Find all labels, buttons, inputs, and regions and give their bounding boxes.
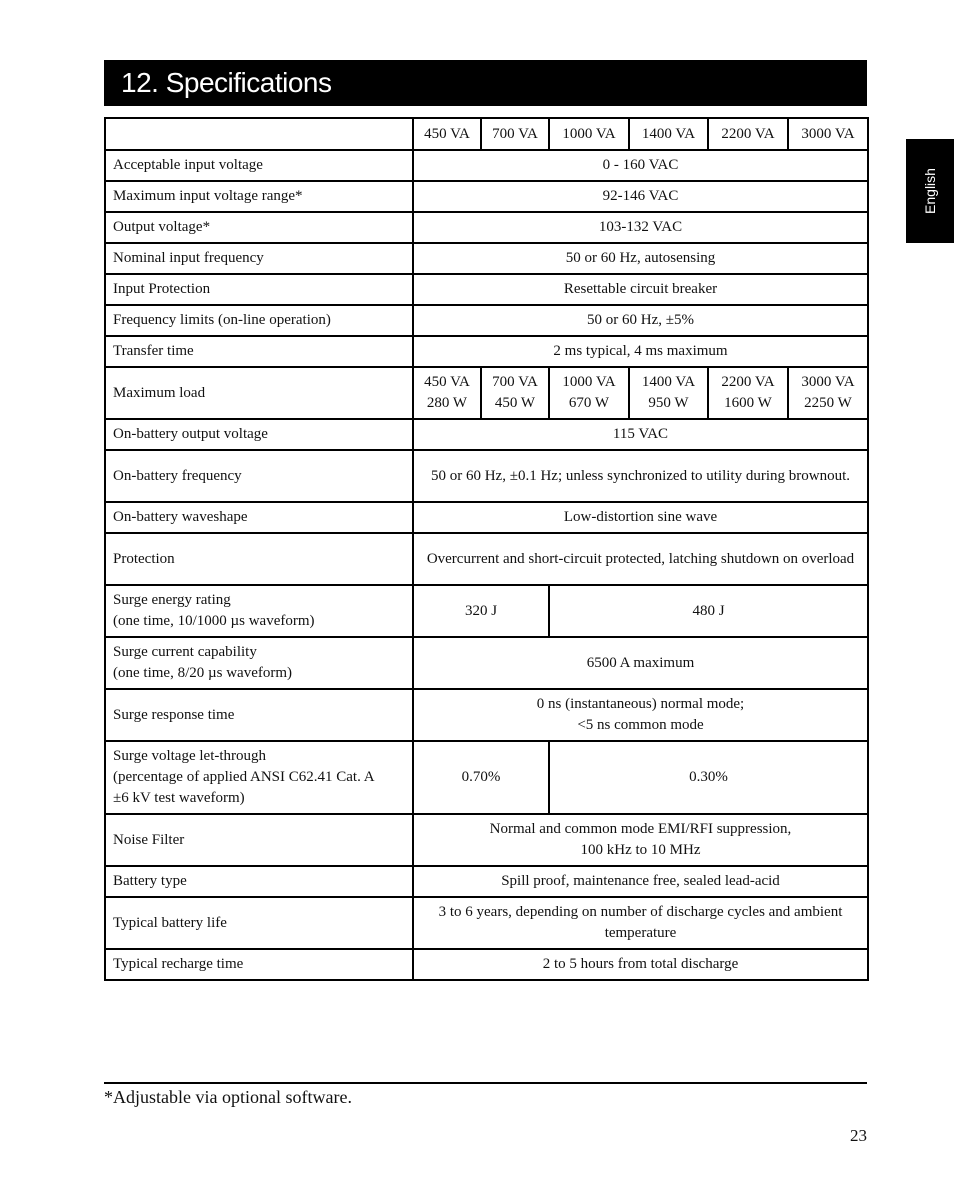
table-row [105,450,868,502]
spec-label: Noise Filter [105,814,413,866]
section-title-bar [104,60,867,106]
spec-label: Output voltage* [105,212,413,243]
spec-value: 115 VAC [413,419,868,450]
spec-value: 2 ms typical, 4 ms maximum [413,336,868,367]
table-row [105,502,868,533]
spec-label [105,585,413,637]
table-row [105,814,868,866]
spec-label: Battery type [105,866,413,897]
table-row [105,949,868,980]
spec-value-line: 0 ns (instantaneous) normal mode; [536,696,745,712]
table-header-row [105,118,868,150]
spec-value: 0 - 160 VAC [413,150,868,181]
spec-value: 103-132 VAC [413,212,868,243]
language-tab-label: English [921,168,938,214]
spec-label-line: (one time, 10/1000 µs waveform) [113,613,315,629]
table-row [105,305,868,336]
spec-value: 480 J [549,585,868,637]
spec-label: On-battery waveshape [105,502,413,533]
spec-label: Surge response time [105,689,413,741]
spec-value: 6500 A maximum [413,637,868,689]
language-tab [906,139,954,243]
spec-value: 2 to 5 hours from total discharge [413,949,868,980]
load-va: 450 VA [424,374,470,390]
load-cell [788,367,868,419]
load-va: 1000 VA [562,374,616,390]
model-header: 1000 VA [549,118,629,150]
model-header: 3000 VA [788,118,868,150]
spec-label: Maximum load [105,367,413,419]
spec-value: Low-distortion sine wave [413,502,868,533]
spec-label-line: Surge energy rating [113,592,231,608]
spec-value [413,689,868,741]
load-va: 1400 VA [641,374,696,390]
spec-value-line: <5 ns common mode [577,717,704,733]
section-title: 12. Specifications [121,67,332,98]
load-cell [629,367,708,419]
load-va: 700 VA [492,374,538,390]
table-row [105,212,868,243]
table-row [105,150,868,181]
load-watts: 2250 W [804,395,852,411]
spec-value: Spill proof, maintenance free, sealed lead-acid [413,866,868,897]
table-row [105,866,868,897]
table-row [105,419,868,450]
spec-label: Frequency limits (on-line operation) [105,305,413,336]
spec-value: 50 or 60 Hz, ±5% [413,305,868,336]
spec-value: Resettable circuit breaker [413,274,868,305]
table-row [105,274,868,305]
load-cell [708,367,788,419]
spec-value-line: 100 kHz to 10 MHz [580,842,701,858]
spec-label: Protection [105,533,413,585]
spec-label [105,637,413,689]
spec-label-line: (one time, 8/20 µs waveform) [113,665,293,681]
spec-value: 92-146 VAC [413,181,868,212]
load-cell [549,367,629,419]
spec-label: Typical recharge time [105,949,413,980]
load-cell [481,367,549,419]
footnote: *Adjustable via optional software. [104,1087,352,1107]
spec-label: On-battery output voltage [105,419,413,450]
table-row-maximum-load [105,367,868,419]
spec-label-line: (percentage of applied ANSI C62.41 Cat. A [113,769,375,785]
spec-value: Overcurrent and short-circuit protected, latching shutdown on overload [413,533,868,585]
load-watts: 450 W [494,395,536,411]
load-watts: 950 W [648,395,689,411]
table-row [105,533,868,585]
spec-label: Transfer time [105,336,413,367]
table-row [105,336,868,367]
spec-value: 3 to 6 years, depending on number of discharge cycles and ambient temperature [413,897,868,949]
header-blank-cell [105,118,413,150]
model-header: 450 VA [413,118,481,150]
table-row [105,181,868,212]
spec-label: Maximum input voltage range* [105,181,413,212]
model-header: 2200 VA [708,118,788,150]
spec-value: 0.30% [549,741,868,814]
spec-value-line: Normal and common mode EMI/RFI suppression, [489,821,792,837]
spec-value: 320 J [413,585,549,637]
page-number: 23 [850,1126,867,1145]
footnote-divider [104,1082,867,1084]
spec-value: 0.70% [413,741,549,814]
table-row [105,637,868,689]
specifications-table [104,117,869,981]
spec-value: 50 or 60 Hz, autosensing [413,243,868,274]
load-cell [413,367,481,419]
table-row [105,243,868,274]
spec-label-line: Surge voltage let-through [113,748,267,764]
spec-label: Typical battery life [105,897,413,949]
spec-label-line: ±6 kV test waveform) [113,790,245,806]
spec-label: Nominal input frequency [105,243,413,274]
spec-label-line: Surge current capability [113,644,257,660]
spec-value [413,814,868,866]
table-row [105,585,868,637]
load-watts: 280 W [426,395,468,411]
spec-label: Acceptable input voltage [105,150,413,181]
load-va: 2200 VA [721,374,775,390]
table-row [105,897,868,949]
table-row [105,689,868,741]
model-header: 1400 VA [629,118,708,150]
model-header: 700 VA [481,118,549,150]
load-va: 3000 VA [801,374,855,390]
table-row [105,741,868,814]
spec-label: On-battery frequency [105,450,413,502]
spec-value: 50 or 60 Hz, ±0.1 Hz; unless synchronized to utility during brownout. [413,450,868,502]
spec-label [105,741,413,814]
load-watts: 670 W [568,395,610,411]
load-watts: 1600 W [724,395,772,411]
spec-label: Input Protection [105,274,413,305]
